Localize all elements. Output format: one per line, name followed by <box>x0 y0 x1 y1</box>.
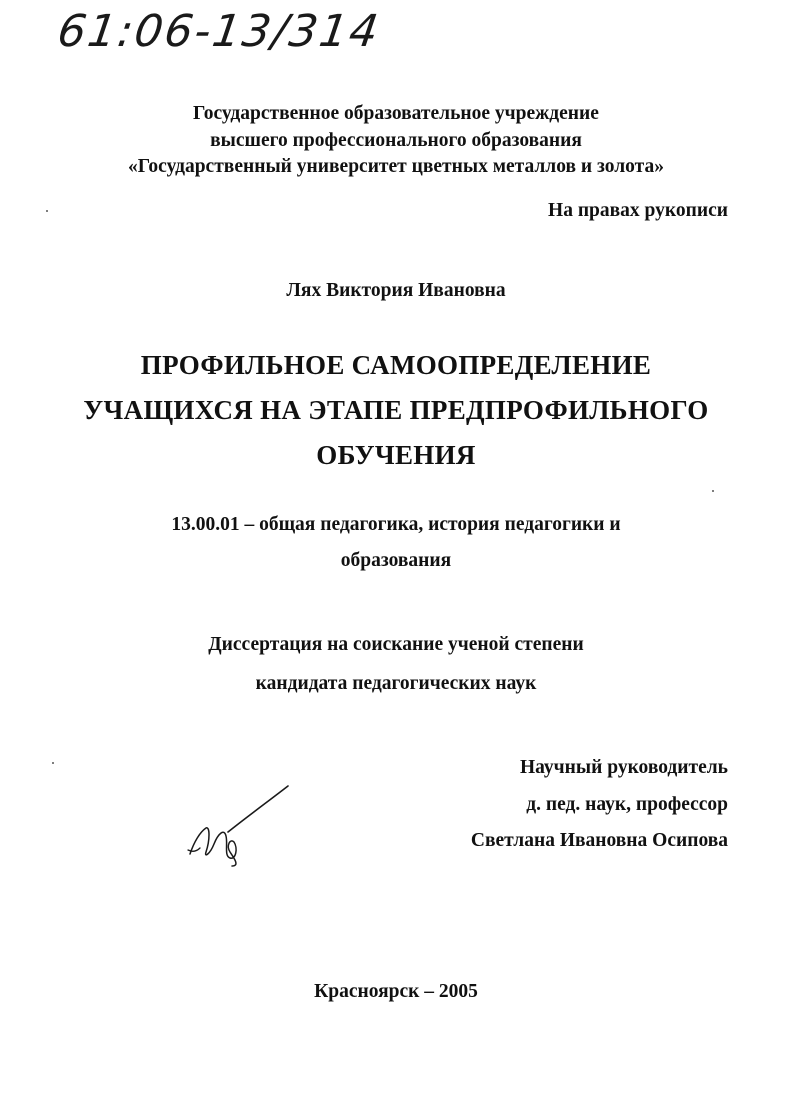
supervisor-role: Научный руководитель <box>520 757 728 778</box>
institution-line-2: высшего профессионального образования <box>210 130 582 151</box>
title-line-2: УЧАЩИХСЯ НА ЭТАПЕ ПРЕДПРОФИЛЬНОГО <box>83 395 709 425</box>
manuscript-note: На правах рукописи <box>548 200 728 221</box>
specialty-line-1: 13.00.01 – общая педагогика, история педагогики и <box>171 514 621 535</box>
institution-line-3: «Государственный университет цветных металлов и золота» <box>127 156 664 177</box>
supervisor-degree: д. пед. наук, профессор <box>526 794 728 815</box>
archive-number: 61:06-13/314 <box>54 6 384 57</box>
dissertation-line-1: Диссертация на соискание ученой степени <box>208 634 584 655</box>
specialty-line-2: образования <box>340 550 452 571</box>
city-year: Красноярск – 2005 <box>314 981 478 1002</box>
supervisor-name: Светлана Ивановна Осипова <box>470 830 728 851</box>
title-line-3: ОБУЧЕНИЯ <box>316 440 476 470</box>
scan-speck <box>52 762 54 764</box>
scan-speck <box>712 490 714 492</box>
signature-scribble <box>180 782 295 872</box>
title-line-1: ПРОФИЛЬНОЕ САМООПРЕДЕЛЕНИЕ <box>140 350 652 380</box>
scan-speck <box>46 210 48 212</box>
author-name: Лях Виктория Ивановна <box>286 280 506 301</box>
dissertation-line-2: кандидата педагогических наук <box>255 673 537 694</box>
institution-line-1: Государственное образовательное учреждение <box>193 103 599 124</box>
